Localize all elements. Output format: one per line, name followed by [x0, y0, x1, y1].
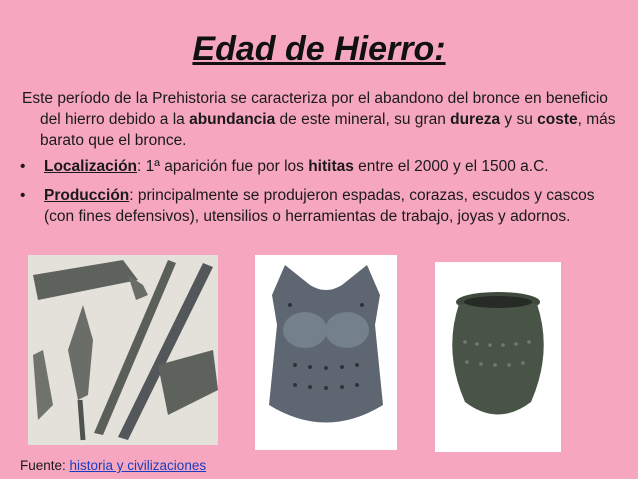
- bullet-heading: Producción: [44, 187, 130, 204]
- intro-text-2: de este mineral, su gran: [275, 111, 451, 128]
- bullet-localizacion: [20, 156, 610, 177]
- bullet-dot: •: [20, 158, 26, 175]
- cuirass-photo: [255, 255, 397, 450]
- iron-pot-photo: [435, 262, 561, 452]
- intro-bold-coste: coste: [537, 111, 578, 128]
- iron-weapons-photo: [28, 255, 218, 445]
- intro-paragraph: [22, 88, 625, 151]
- source-link[interactable]: historia y civilizaciones: [69, 458, 207, 473]
- cuirass-image: [255, 255, 397, 450]
- bullet-text: : 1ª aparición fue por los: [137, 158, 309, 175]
- iron-pot-image: [435, 262, 561, 452]
- intro-text-3: y su: [500, 111, 538, 128]
- slide-title: Edad de Hierro:: [192, 30, 446, 68]
- bullet-text: : principalmente se produjeron espadas, corazas, escudos y cascos (con fines defensivos), utensilios o herramientas de trabajo, joyas y adornos.: [44, 187, 595, 225]
- intro-bold-dureza: dureza: [450, 111, 501, 128]
- bullet-dot: •: [20, 187, 26, 204]
- bullet-produccion: [20, 185, 610, 227]
- source-line: [20, 458, 206, 473]
- intro-text-4: , más barato que el bronce.: [40, 111, 616, 149]
- bullet-list: [20, 156, 610, 235]
- intro-bold-abundancia: abundancia: [189, 111, 276, 128]
- bullet-text-end: entre el 2000 y el 1500 a.C.: [353, 158, 549, 175]
- bullet-bold-hititas: hititas: [308, 158, 354, 175]
- intro-text-1: Este período de la Prehistoria se caracteriza por el abandono del bronce en beneficio del hierro debido a la: [22, 90, 608, 128]
- pot-body: [452, 304, 543, 415]
- source-label: Fuente:: [20, 458, 70, 473]
- bullet-heading: Localización: [44, 158, 138, 175]
- iron-weapons-image: [28, 255, 218, 445]
